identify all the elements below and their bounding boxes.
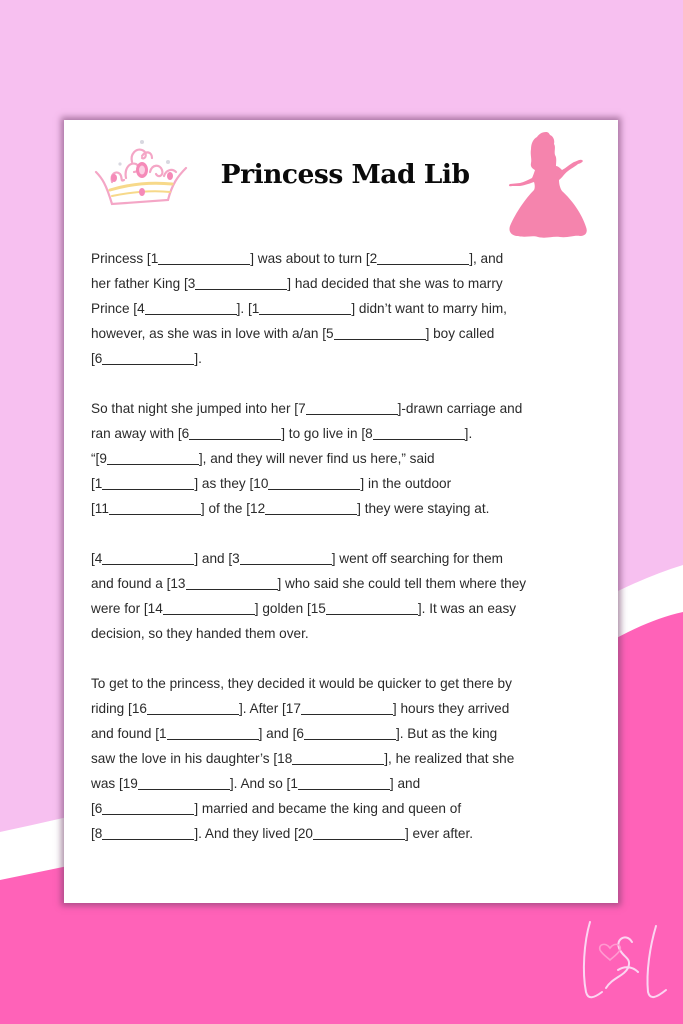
story-line	[91, 796, 601, 821]
story-text-segment: and found a [	[91, 576, 171, 591]
story-paragraph	[91, 546, 601, 646]
story-line	[91, 446, 601, 471]
story-text-segment: ] and [	[258, 726, 297, 741]
fill-in-blank[interactable]	[259, 302, 351, 315]
story-text-segment: Princess [	[91, 251, 151, 266]
story-text-segment: ]. But as the king	[395, 726, 498, 741]
blank-number: 18	[277, 751, 293, 766]
story-text-segment: ]. And so [	[229, 776, 291, 791]
story-text-segment: ] had decided that she was to marry	[287, 276, 503, 291]
fill-in-blank[interactable]	[292, 752, 384, 765]
mad-lib-card	[64, 120, 618, 903]
story-text-segment: [	[91, 801, 95, 816]
blank-number: 9	[99, 451, 107, 466]
blank-number: 4	[137, 301, 145, 316]
fill-in-blank[interactable]	[301, 702, 393, 715]
fill-in-blank[interactable]	[334, 327, 426, 340]
story-text-segment: ] of the [	[200, 501, 251, 516]
blank-number: 1	[251, 301, 260, 316]
fill-in-blank[interactable]	[265, 502, 357, 515]
princess-silhouette-icon	[502, 128, 592, 240]
story-text-segment: ] and	[389, 776, 421, 791]
story-text-segment: [	[91, 826, 95, 841]
story-text-segment: ].	[194, 351, 202, 366]
blank-number: 16	[131, 701, 147, 716]
story-text-segment: ]. And they lived [	[194, 826, 298, 841]
blank-number: 17	[285, 701, 301, 716]
story-paragraph	[91, 671, 601, 846]
blank-number: 13	[170, 576, 186, 591]
blank-number: 6	[181, 426, 190, 441]
blank-number: 1	[290, 776, 298, 791]
fill-in-blank[interactable]	[195, 277, 287, 290]
story-line	[91, 571, 601, 596]
fill-in-blank[interactable]	[186, 577, 278, 590]
fill-in-blank[interactable]	[145, 302, 237, 315]
fill-in-blank[interactable]	[102, 352, 194, 365]
story-text-segment: ] and [	[194, 551, 233, 566]
story-text-segment: ]. [	[236, 301, 252, 316]
story-text-segment: ], and	[469, 251, 504, 266]
story-text-segment: ].	[464, 426, 473, 441]
blank-number: 1	[159, 726, 167, 741]
fill-in-blank[interactable]	[102, 552, 194, 565]
story-text-segment: ]. It was an easy	[417, 601, 517, 616]
blank-number: 4	[94, 551, 103, 566]
story-text-segment: So that night she jumped into her [	[91, 401, 299, 416]
story-text-segment: ], and they will never find us here,” said	[198, 451, 435, 466]
story-text-segment: “[	[91, 451, 100, 466]
story-text-segment: ] didn’t want to marry him,	[351, 301, 507, 316]
story-text-segment: ] to go live in [	[281, 426, 366, 441]
blank-number: 1	[150, 251, 159, 266]
fill-in-blank[interactable]	[304, 727, 396, 740]
story-line	[91, 821, 601, 846]
story-paragraph	[91, 396, 601, 521]
blank-number: 12	[250, 501, 266, 516]
story-text-segment: ] they were staying at.	[357, 501, 490, 516]
blank-number: 19	[122, 776, 138, 791]
fill-in-blank[interactable]	[109, 502, 201, 515]
story-text-segment: ], he realized that she	[384, 751, 515, 766]
story-text-segment: ] hours they arrived	[392, 701, 510, 716]
story-line	[91, 596, 601, 621]
blank-number: 7	[298, 401, 306, 416]
fill-in-blank[interactable]	[167, 727, 259, 740]
story-line	[91, 321, 601, 346]
story-line	[91, 271, 601, 296]
story-text-segment: ran away with [	[91, 426, 182, 441]
story-text-segment: decision, so they handed them over.	[91, 626, 309, 641]
story-line	[91, 246, 601, 271]
story-text-segment: ]. After [	[238, 701, 286, 716]
blank-number: 3	[232, 551, 240, 566]
blank-number: 6	[94, 801, 103, 816]
blank-number: 8	[94, 826, 103, 841]
story-text-segment: saw the love in his daughter’s [	[91, 751, 278, 766]
story-line	[91, 471, 601, 496]
blank-number: 8	[365, 426, 373, 441]
fill-in-blank[interactable]	[107, 452, 199, 465]
story-text-segment: ] in the outdoor	[360, 476, 452, 491]
fill-in-blank[interactable]	[102, 802, 194, 815]
blank-number: 6	[296, 726, 304, 741]
blank-number: 6	[94, 351, 103, 366]
story-line	[91, 721, 601, 746]
story-text-segment: ] ever after.	[405, 826, 474, 841]
story-text-segment: ]-drawn carriage and	[397, 401, 523, 416]
fill-in-blank[interactable]	[240, 552, 332, 565]
story-line	[91, 696, 601, 721]
story-line	[91, 396, 601, 421]
story-line	[91, 621, 601, 646]
story-line	[91, 746, 601, 771]
story-text-segment: her father King [	[91, 276, 188, 291]
brand-logo	[572, 912, 672, 1012]
story-text-segment: [	[91, 476, 95, 491]
story-text-segment: [	[91, 351, 95, 366]
story-line	[91, 671, 601, 696]
story-text	[91, 246, 601, 871]
story-text-segment: ] married and became the king and queen of	[194, 801, 462, 816]
story-line	[91, 546, 601, 571]
fill-in-blank[interactable]	[102, 827, 194, 840]
fill-in-blank[interactable]	[377, 252, 469, 265]
blank-number: 15	[310, 601, 326, 616]
story-text-segment: Prince [	[91, 301, 138, 316]
story-line	[91, 346, 601, 371]
story-line	[91, 771, 601, 796]
fill-in-blank[interactable]	[102, 477, 194, 490]
title-text: Princess Mad Lib	[220, 160, 470, 190]
fill-in-blank[interactable]	[313, 827, 405, 840]
blank-number: 2	[369, 251, 378, 266]
fill-in-blank[interactable]	[373, 427, 465, 440]
story-text-segment: and found [	[91, 726, 160, 741]
blank-number: 10	[253, 476, 269, 491]
story-text-segment: To get to the princess, they decided it would be quicker to get there by	[91, 676, 512, 691]
story-paragraph	[91, 246, 601, 371]
fill-in-blank[interactable]	[158, 252, 250, 265]
story-text-segment: were for [	[91, 601, 148, 616]
fill-in-blank[interactable]	[268, 477, 360, 490]
story-line	[91, 296, 601, 321]
fill-in-blank[interactable]	[189, 427, 281, 440]
story-text-segment: was [	[91, 776, 123, 791]
story-text-segment: ] who said she could tell them where they	[277, 576, 527, 591]
fill-in-blank[interactable]	[138, 777, 230, 790]
story-text-segment: however, as she was in love with a/an [	[91, 326, 326, 341]
fill-in-blank[interactable]	[163, 602, 255, 615]
blank-number: 3	[187, 276, 196, 291]
fill-in-blank[interactable]	[147, 702, 239, 715]
blank-number: 1	[94, 476, 103, 491]
blank-number: 11	[94, 501, 109, 516]
blank-number: 14	[147, 601, 163, 616]
story-text-segment: [	[91, 501, 95, 516]
story-text-segment: riding [	[91, 701, 132, 716]
story-text-segment: ] was about to turn [	[250, 251, 370, 266]
blank-number: 5	[326, 326, 334, 341]
story-text-segment: ] as they [	[194, 476, 254, 491]
heart-icon	[600, 944, 621, 960]
story-line	[91, 421, 601, 446]
fill-in-blank[interactable]	[326, 602, 418, 615]
story-text-segment: [	[91, 551, 95, 566]
fill-in-blank[interactable]	[298, 777, 390, 790]
story-text-segment: ] went off searching for them	[331, 551, 503, 566]
story-text-segment: ] golden [	[254, 601, 311, 616]
story-text-segment: ] boy called	[425, 326, 495, 341]
blank-number: 20	[297, 826, 313, 841]
fill-in-blank[interactable]	[306, 402, 398, 415]
story-line	[91, 496, 601, 521]
